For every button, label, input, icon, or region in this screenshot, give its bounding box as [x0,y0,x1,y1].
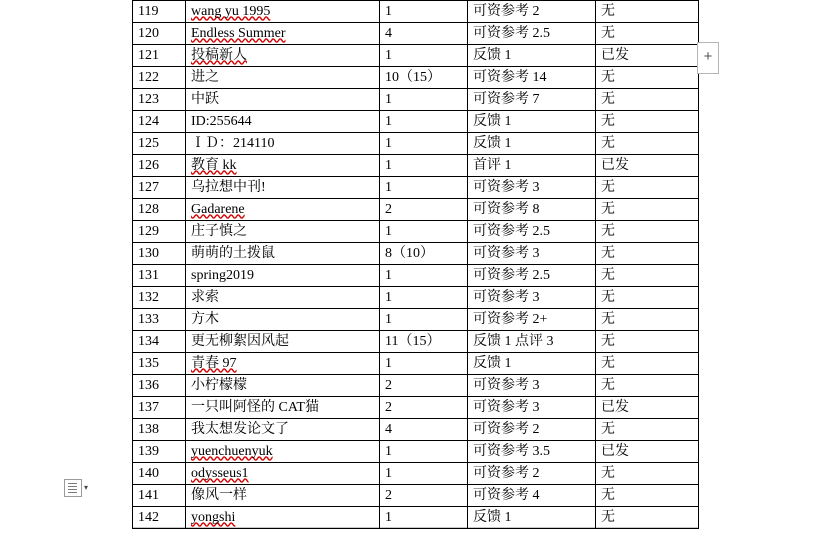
misspelled-text: Gadarene [191,201,245,217]
cell-id[interactable]: 132 [133,287,186,309]
cell-note[interactable]: 反馈 1 [468,45,596,67]
cell-count[interactable]: 4 [380,23,468,45]
cell-state[interactable]: 无 [596,221,699,243]
cell-note[interactable]: 可资参考 2 [468,1,596,23]
cell-count[interactable]: 1 [380,111,468,133]
cell-note[interactable]: 可资参考 3 [468,287,596,309]
add-row-button[interactable]: + [697,42,719,74]
table-row[interactable] [133,111,699,133]
cell-note[interactable]: 可资参考 2 [468,419,596,441]
cell-note[interactable]: 可资参考 2.5 [468,23,596,45]
cell-count[interactable]: 1 [380,221,468,243]
cell-count[interactable]: 1 [380,463,468,485]
cell-state[interactable]: 无 [596,287,699,309]
cell-id[interactable]: 130 [133,243,186,265]
misspelled-text: 教育 kk [191,157,237,173]
cell-note[interactable]: 反馈 1 [468,111,596,133]
table-row[interactable] [133,463,699,485]
table-row[interactable] [133,507,699,529]
cell-state[interactable]: 无 [596,485,699,507]
cell-name[interactable] [186,463,380,485]
cell-state[interactable]: 无 [596,309,699,331]
cell-state[interactable]: 无 [596,507,699,529]
table-row[interactable] [133,45,699,67]
cell-name[interactable]: 求索 [186,287,380,309]
cell-name[interactable]: 一只叫阿怪的 CAT猫 [186,397,380,419]
cell-name[interactable] [186,507,380,529]
cell-count[interactable]: 2 [380,199,468,221]
cell-id[interactable]: 129 [133,221,186,243]
cell-state[interactable]: 无 [596,177,699,199]
cell-name[interactable] [186,155,380,177]
cell-name[interactable]: 乌拉想中刊! [186,177,380,199]
cell-state[interactable]: 无 [596,419,699,441]
cell-state[interactable]: 已发 [596,441,699,463]
cell-count[interactable]: 1 [380,177,468,199]
cell-note[interactable]: 可资参考 3 [468,243,596,265]
cell-id[interactable]: 122 [133,67,186,89]
cell-note[interactable]: 可资参考 3 [468,397,596,419]
misspelled-text: 青春 97 [191,355,237,371]
table-row[interactable] [133,353,699,375]
cell-note[interactable]: 首评 1 [468,155,596,177]
cell-id[interactable]: 139 [133,441,186,463]
cell-state[interactable]: 无 [596,353,699,375]
cell-count[interactable]: 1 [380,45,468,67]
cell-id[interactable]: 142 [133,507,186,529]
cell-state[interactable]: 无 [596,89,699,111]
cell-count[interactable]: 2 [380,397,468,419]
cell-name[interactable]: 更无柳絮因风起 [186,331,380,353]
table-row[interactable] [133,441,699,463]
cell-count[interactable]: 8（10） [380,243,468,265]
cell-id[interactable]: 131 [133,265,186,287]
cell-id[interactable]: 140 [133,463,186,485]
cell-id[interactable]: 136 [133,375,186,397]
cell-state[interactable]: 无 [596,375,699,397]
below-page-area [0,528,826,537]
table-row[interactable] [133,309,699,331]
table-row[interactable] [133,397,699,419]
cell-state[interactable]: 已发 [596,155,699,177]
table-row[interactable] [133,67,699,89]
table-row[interactable] [133,419,699,441]
table-row[interactable] [133,89,699,111]
cell-note[interactable]: 可资参考 3.5 [468,441,596,463]
cell-count[interactable]: 10（15） [380,67,468,89]
cell-name[interactable] [186,353,380,375]
cell-note[interactable]: 反馈 1 [468,353,596,375]
cell-note[interactable]: 反馈 1 [468,133,596,155]
misspelled-text: yuenchuenyuk [191,443,273,459]
cell-note[interactable]: 可资参考 8 [468,199,596,221]
cell-state[interactable]: 无 [596,111,699,133]
cell-state[interactable]: 无 [596,265,699,287]
cell-name[interactable]: 方木 [186,309,380,331]
cell-note[interactable]: 可资参考 3 [468,177,596,199]
table-row[interactable] [133,375,699,397]
cell-state[interactable]: 已发 [596,397,699,419]
misspelled-text: odysseus1 [191,465,249,481]
cell-state[interactable]: 无 [596,23,699,45]
table-row[interactable] [133,265,699,287]
cell-note[interactable]: 可资参考 14 [468,67,596,89]
cell-state[interactable]: 无 [596,331,699,353]
cell-id[interactable]: 141 [133,485,186,507]
misspelled-text: yongshi [191,509,236,525]
cell-name[interactable]: ID:255644 [186,111,380,133]
cell-name[interactable]: 我太想发论文了 [186,419,380,441]
cell-id[interactable]: 127 [133,177,186,199]
cell-name[interactable]: 庄子慎之 [186,221,380,243]
cell-id[interactable]: 137 [133,397,186,419]
table-row[interactable] [133,221,699,243]
table-row[interactable] [133,243,699,265]
cell-name[interactable]: 小柠檬檬 [186,375,380,397]
cell-note[interactable]: 可资参考 2 [468,463,596,485]
cell-count[interactable]: 1 [380,507,468,529]
cell-note[interactable]: 可资参考 2+ [468,309,596,331]
cell-name[interactable]: ＩＤ：214110 [186,133,380,155]
table-row[interactable] [133,177,699,199]
cell-id[interactable]: 123 [133,89,186,111]
misspelled-text: wang yu 1995 [191,3,271,19]
cell-id[interactable]: 133 [133,309,186,331]
cell-note[interactable]: 可资参考 3 [468,375,596,397]
cell-id[interactable]: 119 [133,1,186,23]
cell-state[interactable]: 无 [596,199,699,221]
cell-id[interactable]: 124 [133,111,186,133]
cell-id[interactable]: 120 [133,23,186,45]
cell-count[interactable]: 11（15） [380,331,468,353]
cell-count[interactable]: 1 [380,89,468,111]
cell-name[interactable]: 进之 [186,67,380,89]
cell-id[interactable]: 125 [133,133,186,155]
cell-name[interactable]: 像风一样 [186,485,380,507]
cell-count[interactable]: 1 [380,287,468,309]
cell-state[interactable]: 无 [596,243,699,265]
cell-state[interactable]: 无 [596,67,699,89]
cell-count[interactable]: 1 [380,1,468,23]
data-table[interactable] [132,0,699,529]
table-row[interactable] [133,1,699,23]
cell-count[interactable]: 2 [380,375,468,397]
right-margin-area [698,0,826,537]
table-row[interactable] [133,485,699,507]
table-row[interactable] [133,199,699,221]
misspelled-text: 投稿新人 [191,47,247,63]
cell-name[interactable] [186,1,380,23]
clipboard-icon[interactable] [64,479,82,497]
misspelled-text: Endless Summer [191,25,286,41]
cell-id[interactable]: 121 [133,45,186,67]
cell-id[interactable]: 134 [133,331,186,353]
cell-note[interactable]: 可资参考 2.5 [468,221,596,243]
cell-count[interactable]: 1 [380,133,468,155]
cell-note[interactable]: 反馈 1 点评 3 [468,331,596,353]
cell-note[interactable]: 可资参考 7 [468,89,596,111]
cell-state[interactable]: 已发 [596,45,699,67]
cell-name[interactable]: 中跃 [186,89,380,111]
cell-id[interactable]: 128 [133,199,186,221]
chevron-down-icon[interactable]: ▾ [84,483,89,492]
cell-count[interactable]: 1 [380,441,468,463]
cell-name[interactable] [186,45,380,67]
cell-id[interactable]: 126 [133,155,186,177]
table-row[interactable] [133,155,699,177]
cell-count[interactable]: 1 [380,309,468,331]
paste-options-widget[interactable] [64,478,98,498]
cell-id[interactable]: 138 [133,419,186,441]
cell-name[interactable]: 萌萌的土拨鼠 [186,243,380,265]
cell-count[interactable]: 4 [380,419,468,441]
cell-count[interactable]: 2 [380,485,468,507]
cell-note[interactable]: 可资参考 4 [468,485,596,507]
cell-count[interactable]: 1 [380,353,468,375]
cell-name[interactable] [186,23,380,45]
cell-state[interactable]: 无 [596,463,699,485]
cell-name[interactable] [186,199,380,221]
table-row[interactable] [133,133,699,155]
cell-note[interactable]: 反馈 1 [468,507,596,529]
table-row[interactable] [133,287,699,309]
cell-count[interactable]: 1 [380,155,468,177]
left-margin-area [0,0,132,537]
cell-note[interactable]: 可资参考 2.5 [468,265,596,287]
table-row[interactable] [133,23,699,45]
cell-id[interactable]: 135 [133,353,186,375]
cell-name[interactable] [186,441,380,463]
cell-state[interactable]: 无 [596,133,699,155]
table-row[interactable] [133,331,699,353]
cell-state[interactable]: 无 [596,1,699,23]
cell-name[interactable]: spring2019 [186,265,380,287]
cell-count[interactable]: 1 [380,265,468,287]
